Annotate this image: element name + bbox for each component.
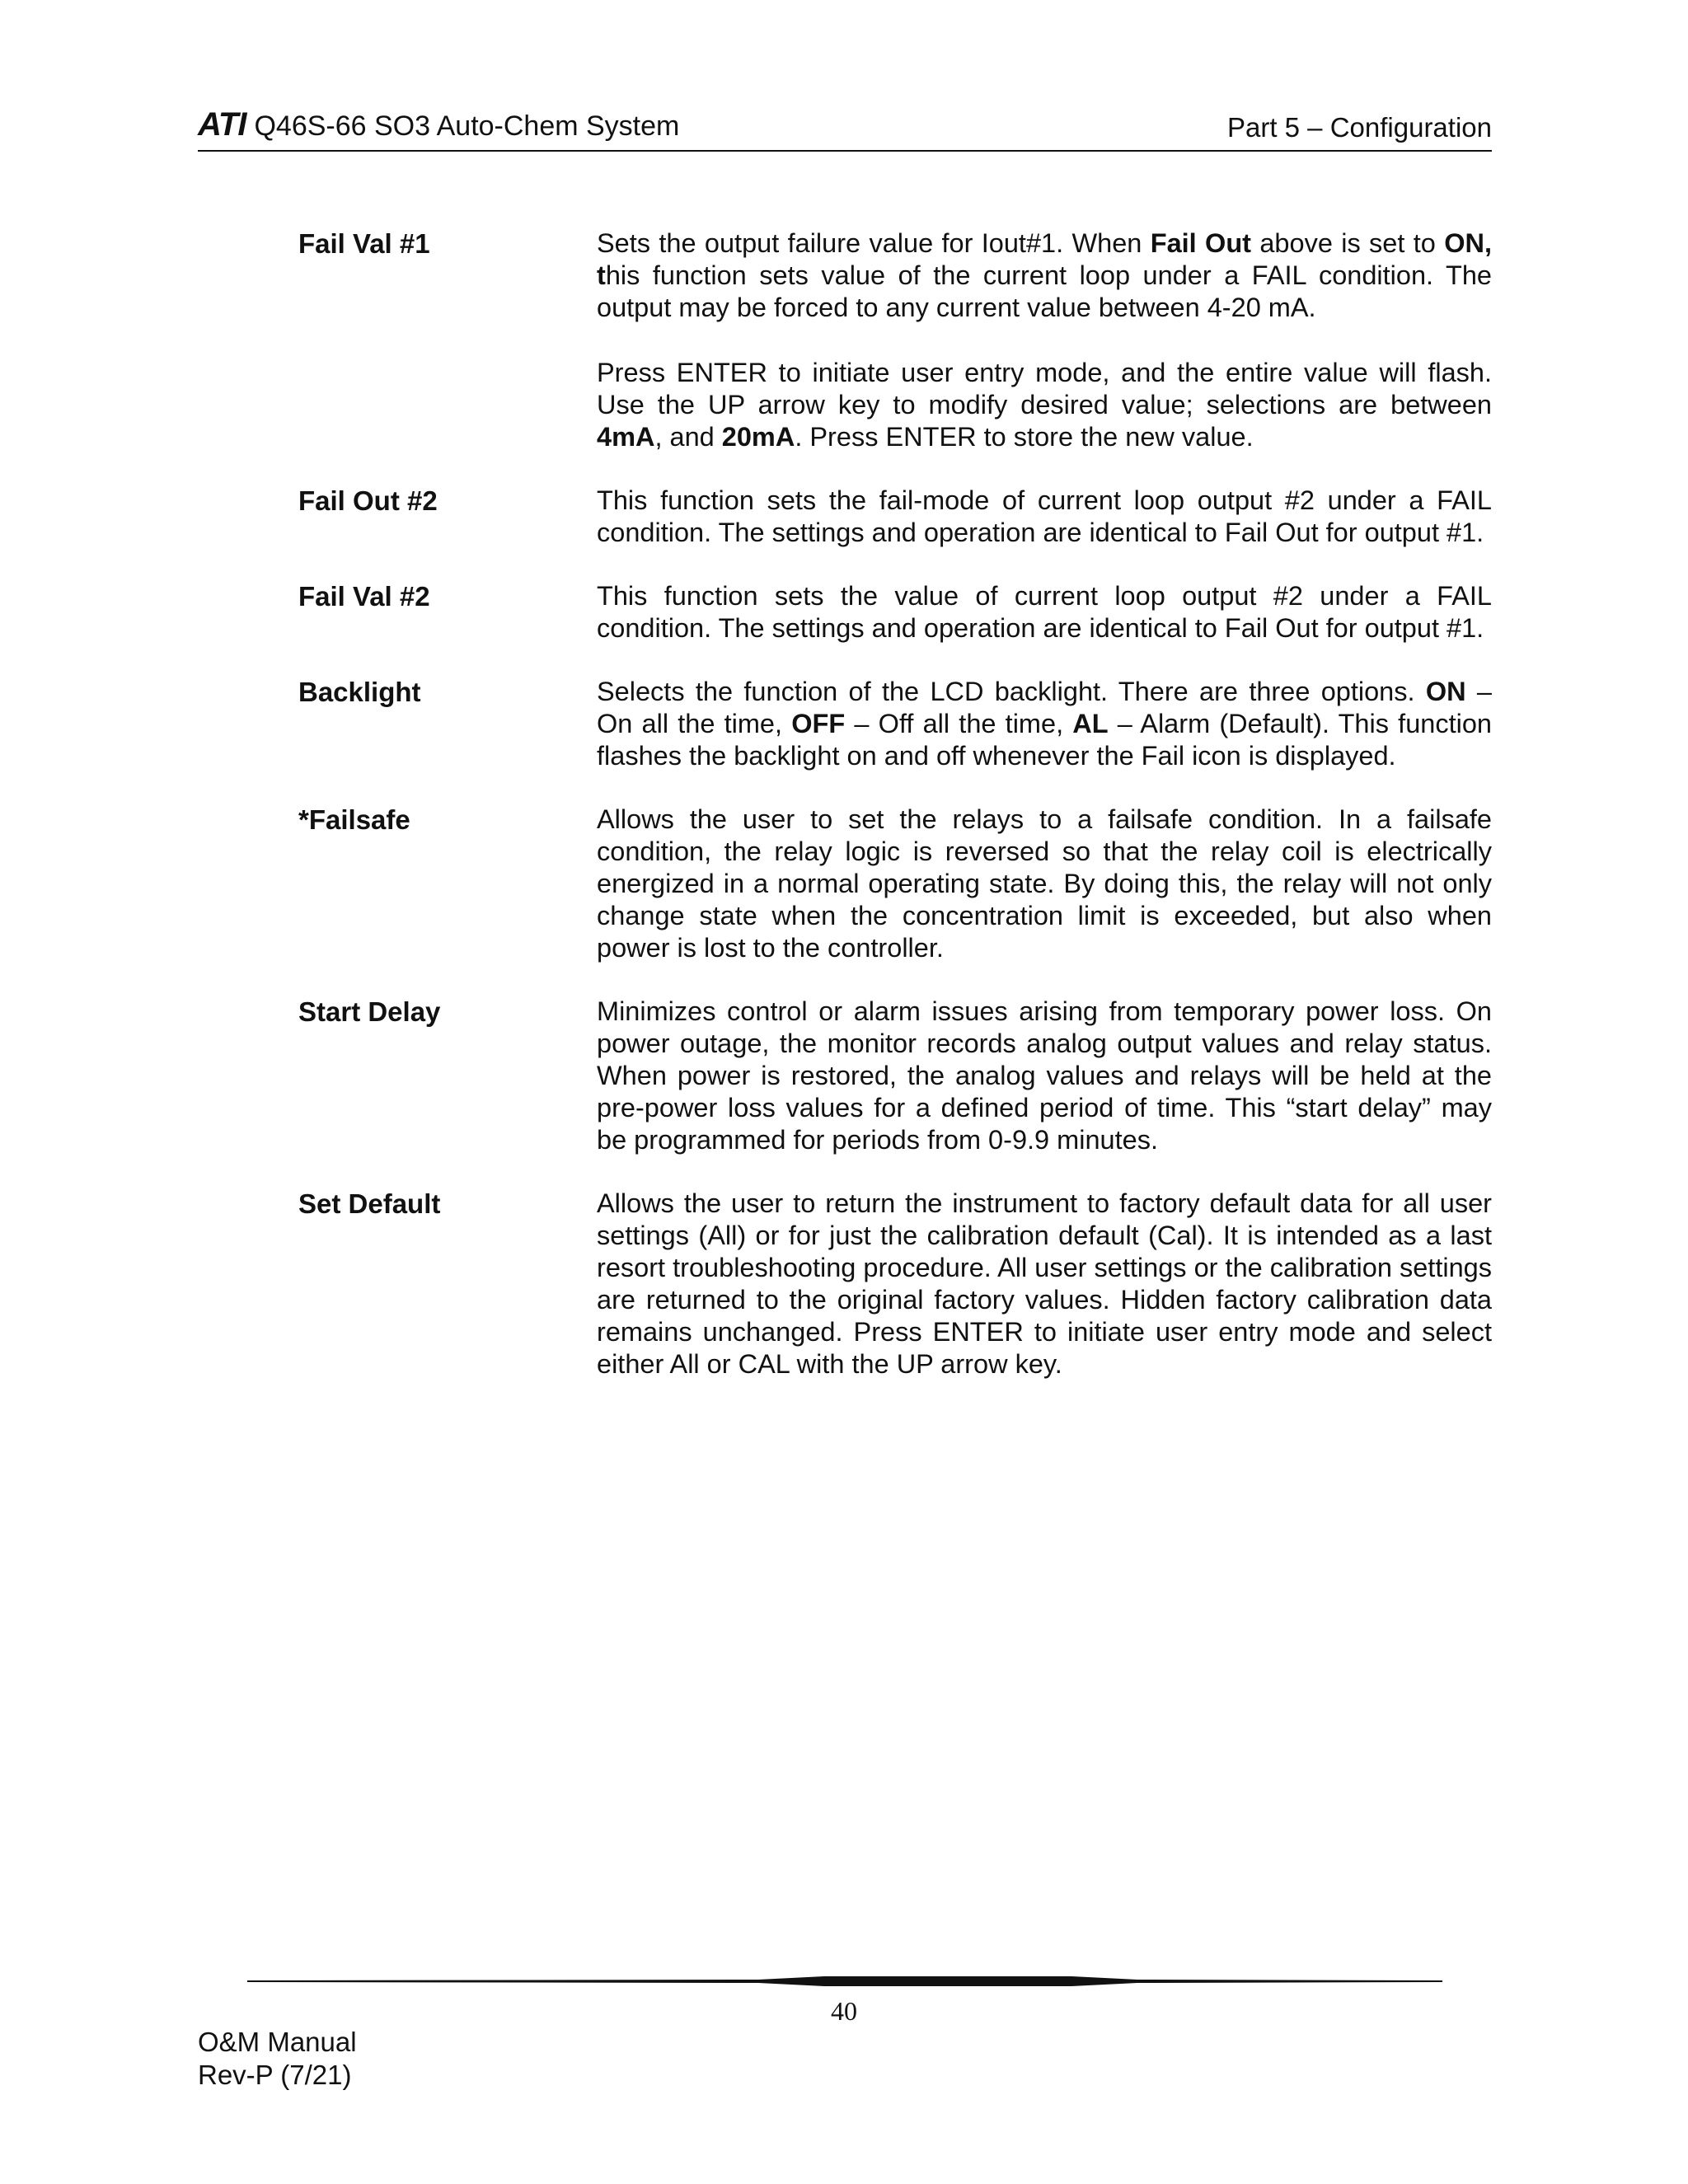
description-paragraph: Allows the user to return the instrument to factory default data for all user settings (All) or for just the calibration default (Cal). It is intended as a last resort troubleshooting procedure. All user settings or the calibration settings are returned to the original factory values. Hidden factory calibration data remains unchanged. Press ENTER to initiate user entry mode and select either All or CAL with the UP arrow key. (597, 1188, 1492, 1379)
document-title: Q46S-66 SO3 Auto-Chem System (254, 110, 680, 142)
page-number: 40 (831, 1996, 857, 2026)
definition-description (597, 676, 1492, 772)
footer-divider (247, 1975, 1442, 1988)
definition-term: Start Delay (298, 996, 441, 1027)
definition-description (597, 804, 1492, 964)
description-paragraph: Sets the output failure value for Iout#1. When Fail Out above is set to ON, this function sets value of the current loop under a FAIL condition. The output may be forced to any current value between 4-20 mA. (597, 228, 1492, 322)
description-paragraph: This function sets the fail-mode of current loop output #2 under a FAIL condition. The settings and operation are identical to Fail Out for output #1. (597, 485, 1492, 547)
description-paragraph: Minimizes control or alarm issues arising from temporary power loss. On power outage, the monitor records analog output values and relay status. When power is restored, the analog values and relays will be held at the pre-power loss values for a defined period of time. This “start delay” may be programmed for periods from 0-9.9 minutes. (597, 996, 1492, 1155)
description-paragraph: This function sets the value of current loop output #2 under a FAIL condition. The settings and operation are identical to Fail Out for output #1. (597, 581, 1492, 643)
definition-entry (298, 485, 1492, 549)
definition-term: *Failsafe (298, 804, 410, 835)
header-title (198, 106, 679, 143)
description-paragraph: Selects the function of the LCD backlight. There are three options. ON – On all the time, OFF – Off all the time, AL – Alarm (Default). This function flashes the backlight on and off whenever the Fail icon is displayed. (597, 677, 1493, 771)
definition-entry (298, 1188, 1492, 1380)
definition-description (597, 227, 1492, 453)
page-header (198, 101, 1492, 152)
definition-term: Fail Val #1 (298, 228, 430, 259)
definition-entry (298, 676, 1492, 772)
definition-term: Backlight (298, 677, 421, 707)
brand-logo: ATI (198, 106, 246, 143)
revision-label: Rev-P (7/21) (198, 2060, 352, 2090)
definition-entry (298, 227, 1492, 453)
definition-description (597, 580, 1492, 644)
definition-entry (298, 580, 1492, 644)
definition-description (597, 1188, 1492, 1380)
manual-label: O&M Manual (198, 2027, 357, 2057)
definition-term: Set Default (298, 1188, 441, 1219)
definition-term: Fail Val #2 (298, 581, 430, 612)
footer-info (198, 2026, 357, 2092)
description-paragraph: Allows the user to set the relays to a failsafe condition. In a failsafe condition, the relay logic is reversed so that the relay coil is electrically energized in a normal operating state. By doing this, the relay will not only change state when the concentration limit is exceeded, but also when power is lost to the controller. (597, 804, 1492, 963)
definition-entry (298, 804, 1492, 964)
definition-term: Fail Out #2 (298, 485, 438, 516)
definition-entry (298, 996, 1492, 1156)
definition-list (298, 227, 1492, 1412)
section-title: Part 5 – Configuration (1226, 112, 1492, 143)
description-paragraph: Press ENTER to initiate user entry mode, and the entire value will flash. Use the UP arrow key to modify desired value; selections are between 4mA, and 20mA. Press ENTER to store the new value. (597, 358, 1492, 452)
definition-description (597, 485, 1492, 549)
definition-description (597, 996, 1492, 1156)
